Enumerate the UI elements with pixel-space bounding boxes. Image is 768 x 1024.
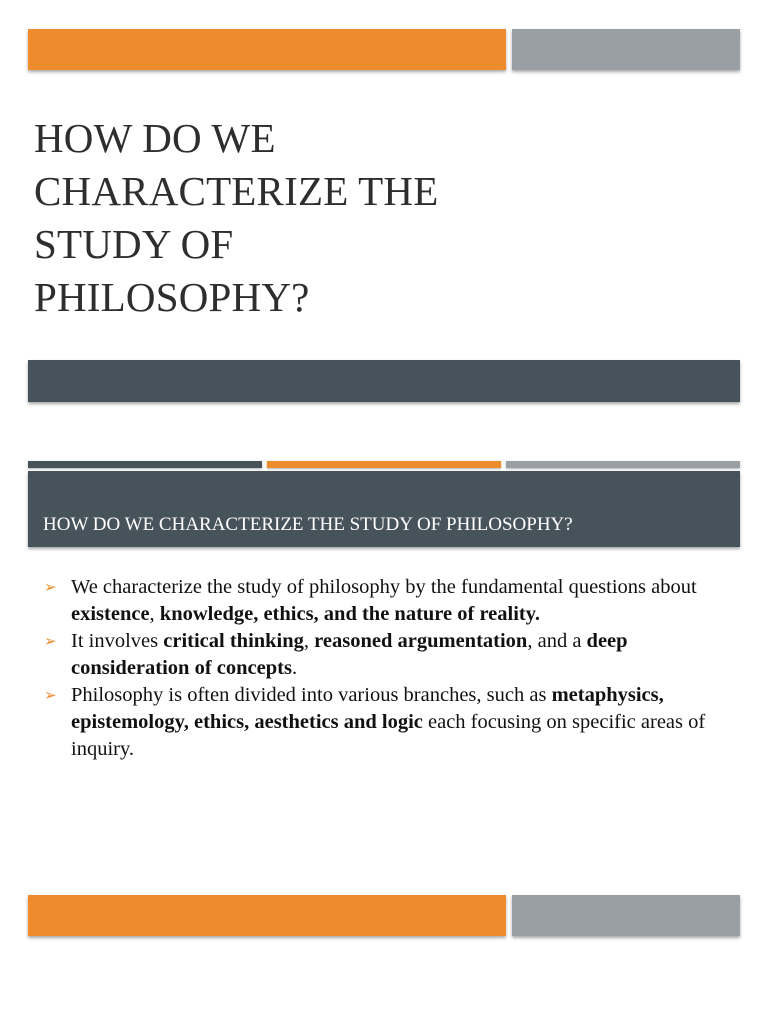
bullet-item xyxy=(44,682,734,763)
bullet-text: It involves xyxy=(71,630,164,652)
bullet-bold-text: metaphysics, epistemology, ethics, aesthetics and logic xyxy=(71,684,664,733)
top-orange-bar xyxy=(28,29,506,70)
bullet-bold-text: reasoned argumentation xyxy=(314,630,528,652)
divider-slate-bar xyxy=(28,360,740,402)
bullet-bold-text: knowledge, ethics, and the nature of reality. xyxy=(159,603,540,625)
bullet-text: Philosophy is often divided into various branches, such as xyxy=(71,684,552,706)
bullet-text: We characterize the study of philosophy by the fundamental questions about xyxy=(71,576,697,598)
slide-title-line: CHARACTERIZE THE xyxy=(34,168,439,214)
slide-title-line: PHILOSOPHY? xyxy=(34,274,310,320)
bullet-item xyxy=(44,628,734,682)
bullet-bold-text: deep consideration of concepts xyxy=(71,630,628,679)
bullet-bold-text: critical thinking xyxy=(163,630,304,652)
bullet-text: . xyxy=(291,657,298,679)
bullet-bold-text: existence xyxy=(71,603,150,625)
arrow-bullet-icon: ➢ xyxy=(44,632,57,650)
slide-title-line: HOW DO WE xyxy=(34,115,276,161)
bullet-text: , and a xyxy=(527,630,587,652)
bullet-list xyxy=(44,574,734,763)
arrow-bullet-icon: ➢ xyxy=(44,686,57,704)
top-gray-bar xyxy=(512,29,740,70)
bullet-text: each focusing on specific areas of inquiry. xyxy=(71,711,706,760)
arrow-bullet-icon: ➢ xyxy=(44,578,57,596)
content-header-band xyxy=(28,471,740,547)
bullet-text: , xyxy=(149,603,160,625)
bottom-gray-bar xyxy=(512,895,740,936)
bullet-text: , xyxy=(303,630,315,652)
content-header-title: HOW DO WE CHARACTERIZE THE STUDY OF PHILOSOPHY? xyxy=(43,514,573,535)
bottom-orange-bar xyxy=(28,895,506,936)
thin-gray-strip xyxy=(506,461,740,468)
thin-orange-strip xyxy=(267,461,501,468)
bullet-item xyxy=(44,574,734,628)
slide-title xyxy=(34,112,594,324)
slide-title-line: STUDY OF xyxy=(34,221,234,267)
thin-slate-strip xyxy=(28,461,262,468)
